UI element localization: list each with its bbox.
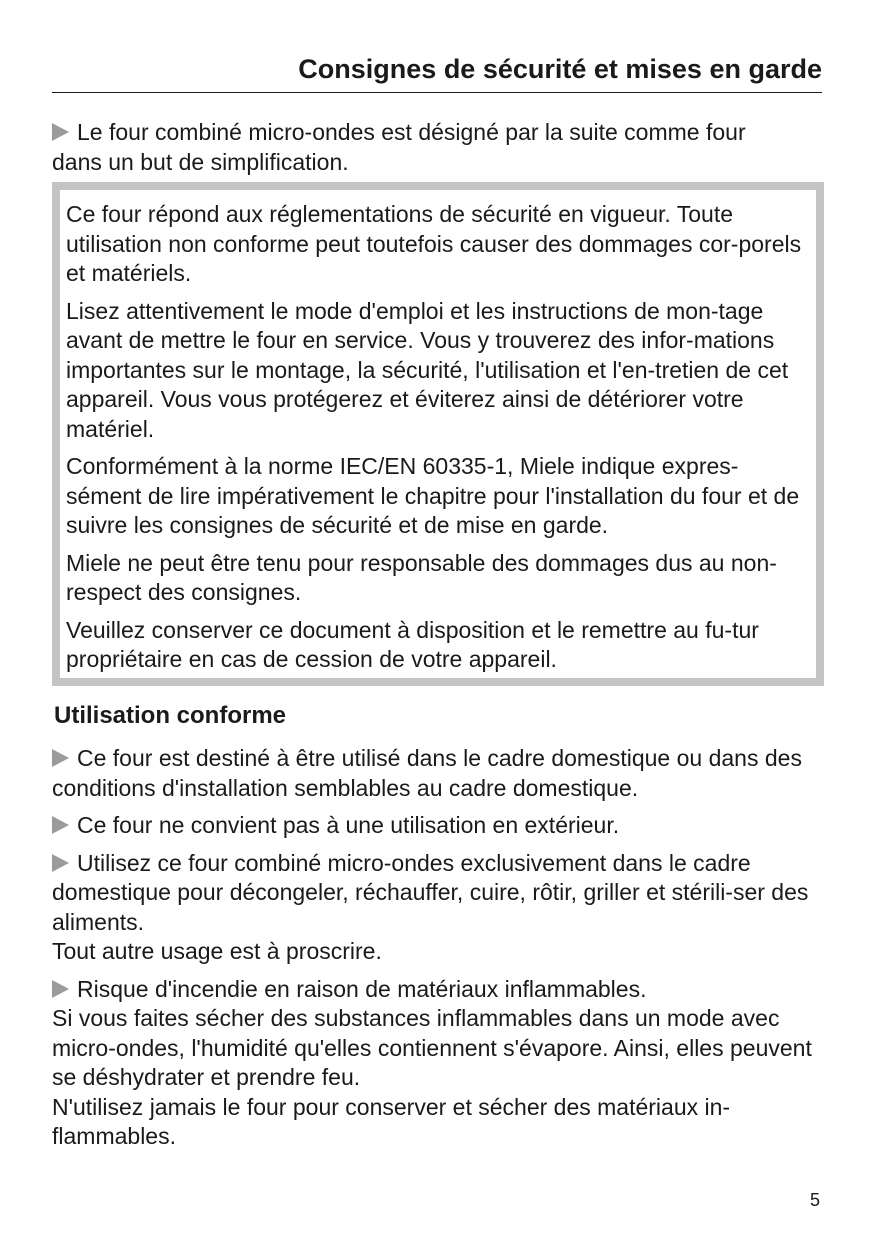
safety-warning-box xyxy=(52,182,824,686)
bullet-text: Risque d'incendie en raison de matériaux inflammables. xyxy=(77,975,647,1002)
bullet-text: Utilisez ce four combiné micro-ondes exclusivement dans le cadre domestique pour décongeler, réchauffer, cuire, rôtir, griller et stérili-ser des aliments. xyxy=(52,849,809,935)
bullet-triangle-icon xyxy=(52,816,69,834)
bullet-text: Ce four ne convient pas à une utilisation en extérieur. xyxy=(77,812,620,838)
warning-paragraph-5: Veuillez conserver ce document à disposition et le remettre au fu-tur propriétaire en cas de cession de votre appareil. xyxy=(66,616,759,672)
bullet-extra-text: N'utilisez jamais le four pour conserver et sécher des matériaux in-flammables. xyxy=(52,1093,731,1149)
bullet-item xyxy=(52,849,827,967)
page-number: 5 xyxy=(809,1190,820,1210)
bullet-extra-text: Si vous faites sécher des substances inflammables dans un mode avec micro-ondes, l'humidité qu'elles contiennent s'évapore. Ainsi, elles peuvent se déshydrater et prendre feu. xyxy=(52,1005,812,1090)
section-body xyxy=(52,744,827,1160)
bullet-triangle-icon xyxy=(52,980,69,998)
bullet-triangle-icon xyxy=(52,123,69,141)
warning-paragraph-1: Ce four répond aux réglementations de sécurité en vigueur. Toute utilisation non conforme peut toutefois causer des dommages cor-porels et matériels. xyxy=(66,201,802,286)
bullet-text: Ce four est destiné à être utilisé dans le cadre domestique ou dans des conditions d'installation semblables au cadre domestique. xyxy=(52,745,802,801)
bullet-item xyxy=(52,975,827,1152)
bullet-item xyxy=(52,744,827,803)
warning-paragraph-3: Conformément à la norme IEC/EN 60335-1, Miele indique expres-sément de lire impérativement le chapitre pour l'installation du four et de suivre les consignes de sécurité et de mise en garde. xyxy=(66,453,800,538)
intro-line-1: Le four combiné micro-ondes est désigné par la suite comme four xyxy=(77,119,746,145)
bullet-item xyxy=(52,811,827,841)
page-header-title: Consignes de sécurité et mises en garde xyxy=(298,54,822,84)
bullet-triangle-icon xyxy=(52,749,69,767)
bullet-triangle-icon xyxy=(52,854,69,872)
intro-line-2: dans un but de simplification. xyxy=(52,149,349,175)
intro-paragraph xyxy=(52,117,822,177)
bullet-extra-text: Tout autre usage est à proscrire. xyxy=(52,938,382,964)
header-divider xyxy=(52,92,822,93)
section-heading: Utilisation conforme xyxy=(54,702,287,729)
warning-paragraph-4: Miele ne peut être tenu pour responsable des dommages dus au non-respect des consignes. xyxy=(66,549,777,605)
warning-paragraph-2: Lisez attentivement le mode d'emploi et les instructions de mon-tage avant de mettre le four en service. Vous y trouverez des infor-mations importantes sur le montage, la sécurité, l'utilisation et l'en-tretien de cet appareil. Vous vous protégerez et éviterez ainsi de détériorer votre matériel. xyxy=(66,297,789,442)
